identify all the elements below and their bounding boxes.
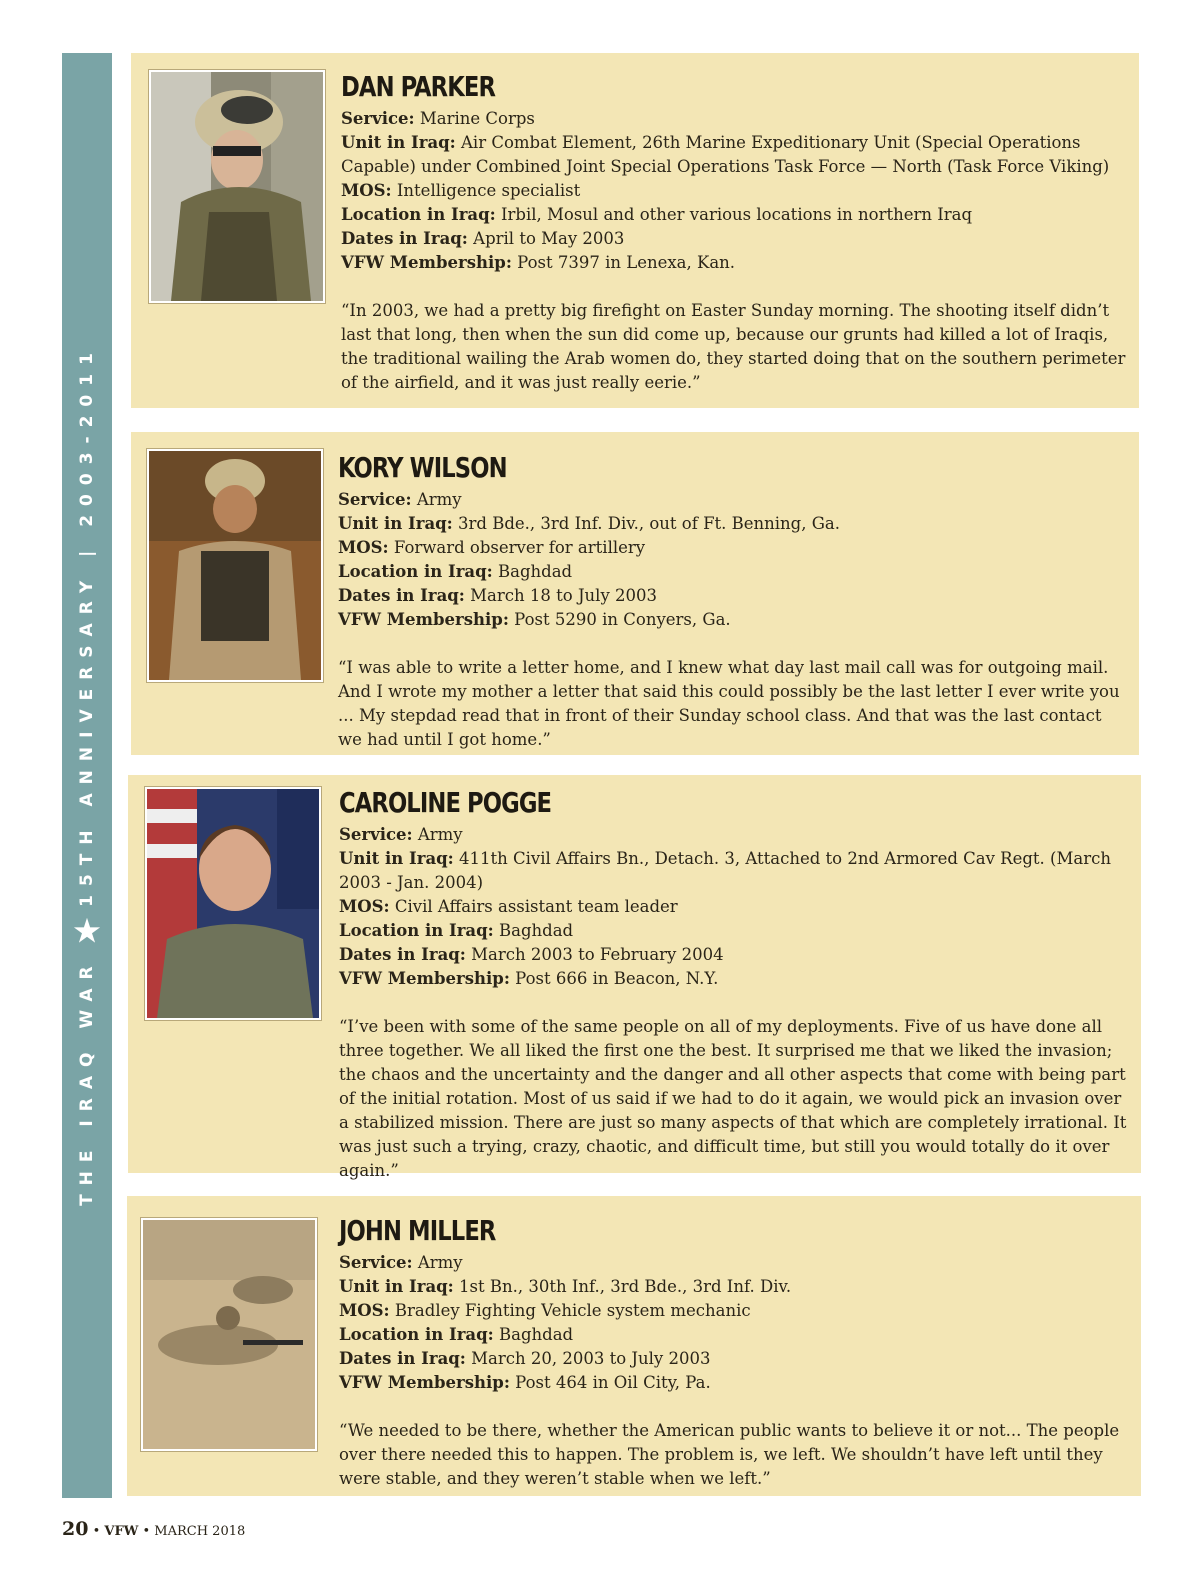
dates-label: Dates in Iraq: [341,229,468,248]
issue-date: MARCH 2018 [154,1524,246,1539]
star-icon: ★ [71,912,103,953]
profile-photo [141,1218,317,1451]
page-footer [62,1518,245,1540]
soldier-photo-image [143,1220,315,1449]
service-value: Army [417,825,463,844]
service-label: Service: [338,490,412,509]
unit-label: Unit in Iraq: [339,849,454,868]
service-row [339,1251,1134,1275]
dates-value: March 2003 to February 2004 [471,945,724,964]
profile-content [338,452,1128,769]
unit-label: Unit in Iraq: [341,133,456,152]
service-value: Marine Corps [419,109,535,128]
profile-quote: “I’ve been with some of the same people on all of my deployments. Five of us have done all three together. We all liked the first one the best. It surprised me that we liked the invasion; the chaos and the uncertainty and the danger and all other aspects that come with being part of the initial rotation. Most of us said if we had to do it again, we would pick an invasion over a stabilized mission. There are just so many aspects of that which are completely irrational. It was just such a trying, crazy, chaotic, and difficult time, but still you would totally do it over again.” [339,1017,1127,1180]
mos-label: MOS: [339,1301,390,1320]
profile-name: KORY WILSON [338,451,507,484]
dates-value: March 20, 2003 to July 2003 [471,1349,711,1368]
mos-row [341,179,1131,203]
dates-label: Dates in Iraq: [339,945,466,964]
soldier-portrait-image [149,451,321,680]
vfw-row [339,1371,1134,1395]
vfw-label: VFW Membership: [339,1373,510,1392]
dates-value: March 18 to July 2003 [470,586,658,605]
profile-quote: “In 2003, we had a pretty big firefight on Easter Sunday morning. The shooting itself didn’t last that long, then when the sun did come up, because our grunts had killed a lot of Iraqis, the traditional wailing the Arab women do, they started doing that on the southern perimeter of the airfield, and it was just really eerie.” [341,301,1126,392]
dates-label: Dates in Iraq: [338,586,465,605]
mos-row [339,1299,1134,1323]
profile-name: DAN PARKER [341,70,496,103]
soldier-portrait-image [151,72,323,301]
unit-value: 411th Civil Affairs Bn., Detach. 3, Attached to 2nd Armored Cav Regt. (March 2003 - Jan. 2004) [339,849,1111,892]
location-value: Baghdad [497,562,573,581]
location-label: Location in Iraq: [338,562,493,581]
unit-value: Air Combat Element, 26th Marine Expeditionary Unit (Special Operations Capable) under Combined Joint Special Operations Task Force — North (Task Force Viking) [341,133,1110,176]
dates-value: April to May 2003 [473,229,625,248]
unit-row [338,512,1128,536]
profile-card-caroline-pogge [128,775,1141,1180]
dates-label: Dates in Iraq: [339,1349,466,1368]
profile-content [341,71,1131,412]
sidebar-text-left: THE IRAQ WAR [77,957,97,1206]
dates-row [341,227,1131,251]
footer-bullet: • [142,1524,151,1539]
profile-quote: “We needed to be there, whether the American public wants to believe it or not... The people over there needed this to happen. The problem is, we left. We shouldn’t have left until they were stable, and they weren’t stable when we left.” [339,1421,1120,1488]
profile-photo [147,449,323,682]
location-label: Location in Iraq: [339,921,494,940]
mos-label: MOS: [339,897,390,916]
dates-row [339,943,1134,967]
location-value: Baghdad [498,921,574,940]
profile-card-dan-parker [131,53,1139,408]
profile-name: CAROLINE POGGE [339,786,552,819]
location-row [339,919,1134,943]
profile-photo [145,787,321,1020]
mos-value: Forward observer for artillery [393,538,646,557]
unit-label: Unit in Iraq: [339,1277,454,1296]
unit-label: Unit in Iraq: [338,514,453,533]
vfw-value: Post 7397 in Lenexa, Kan. [517,253,736,272]
soldier-portrait-image [147,789,319,1018]
profile-content [339,1215,1134,1508]
vfw-row [339,967,1134,991]
profile-name: JOHN MILLER [339,1214,496,1247]
location-row [338,560,1128,584]
service-row [341,107,1131,131]
location-label: Location in Iraq: [341,205,496,224]
unit-row [341,131,1131,179]
service-row [338,488,1128,512]
mos-label: MOS: [338,538,389,557]
unit-row [339,1275,1134,1299]
vfw-label: VFW Membership: [338,610,509,629]
mos-value: Bradley Fighting Vehicle system mechanic [394,1301,751,1320]
mos-value: Intelligence specialist [396,181,581,200]
vfw-row [338,608,1128,632]
vfw-label: VFW Membership: [339,969,510,988]
vfw-value: Post 464 in Oil City, Pa. [515,1373,711,1392]
publication-name: VFW [104,1524,139,1539]
mos-value: Civil Affairs assistant team leader [394,897,678,916]
vfw-label: VFW Membership: [341,253,512,272]
unit-row [339,847,1134,895]
vfw-value: Post 666 in Beacon, N.Y. [515,969,719,988]
unit-value: 3rd Bde., 3rd Inf. Div., out of Ft. Benning, Ga. [458,514,840,533]
mos-row [338,536,1128,560]
profile-card-john-miller [127,1196,1141,1496]
profile-card-kory-wilson [131,432,1139,755]
service-row [339,823,1134,847]
location-value: Baghdad [498,1325,574,1344]
vfw-value: Post 5290 in Conyers, Ga. [514,610,731,629]
service-label: Service: [339,825,413,844]
service-label: Service: [341,109,415,128]
location-row [339,1323,1134,1347]
service-value: Army [416,490,462,509]
profile-photo [149,70,325,303]
location-label: Location in Iraq: [339,1325,494,1344]
footer-bullet: • [92,1524,101,1539]
page-number: 20 [62,1518,89,1540]
vfw-row [341,251,1131,275]
service-label: Service: [339,1253,413,1272]
mos-label: MOS: [341,181,392,200]
profile-content [339,787,1134,1200]
dates-row [339,1347,1134,1371]
dates-row [338,584,1128,608]
sidebar-text-right: 15TH ANNIVERSARY | 2003-2011 [77,344,97,907]
location-row [341,203,1131,227]
unit-value: 1st Bn., 30th Inf., 3rd Bde., 3rd Inf. Div. [459,1277,792,1296]
sidebar-title [67,344,107,1206]
service-value: Army [417,1253,463,1272]
location-value: Irbil, Mosul and other various locations in northern Iraq [500,205,973,224]
profile-quote: “I was able to write a letter home, and I knew what day last mail call was for outgoing mail. And I wrote my mother a letter that said this could possibly be the last letter I ever write you ... My stepdad read that in front of their Sunday school class. And that was the last contact we had until I got home.” [338,658,1120,749]
mos-row [339,895,1134,919]
